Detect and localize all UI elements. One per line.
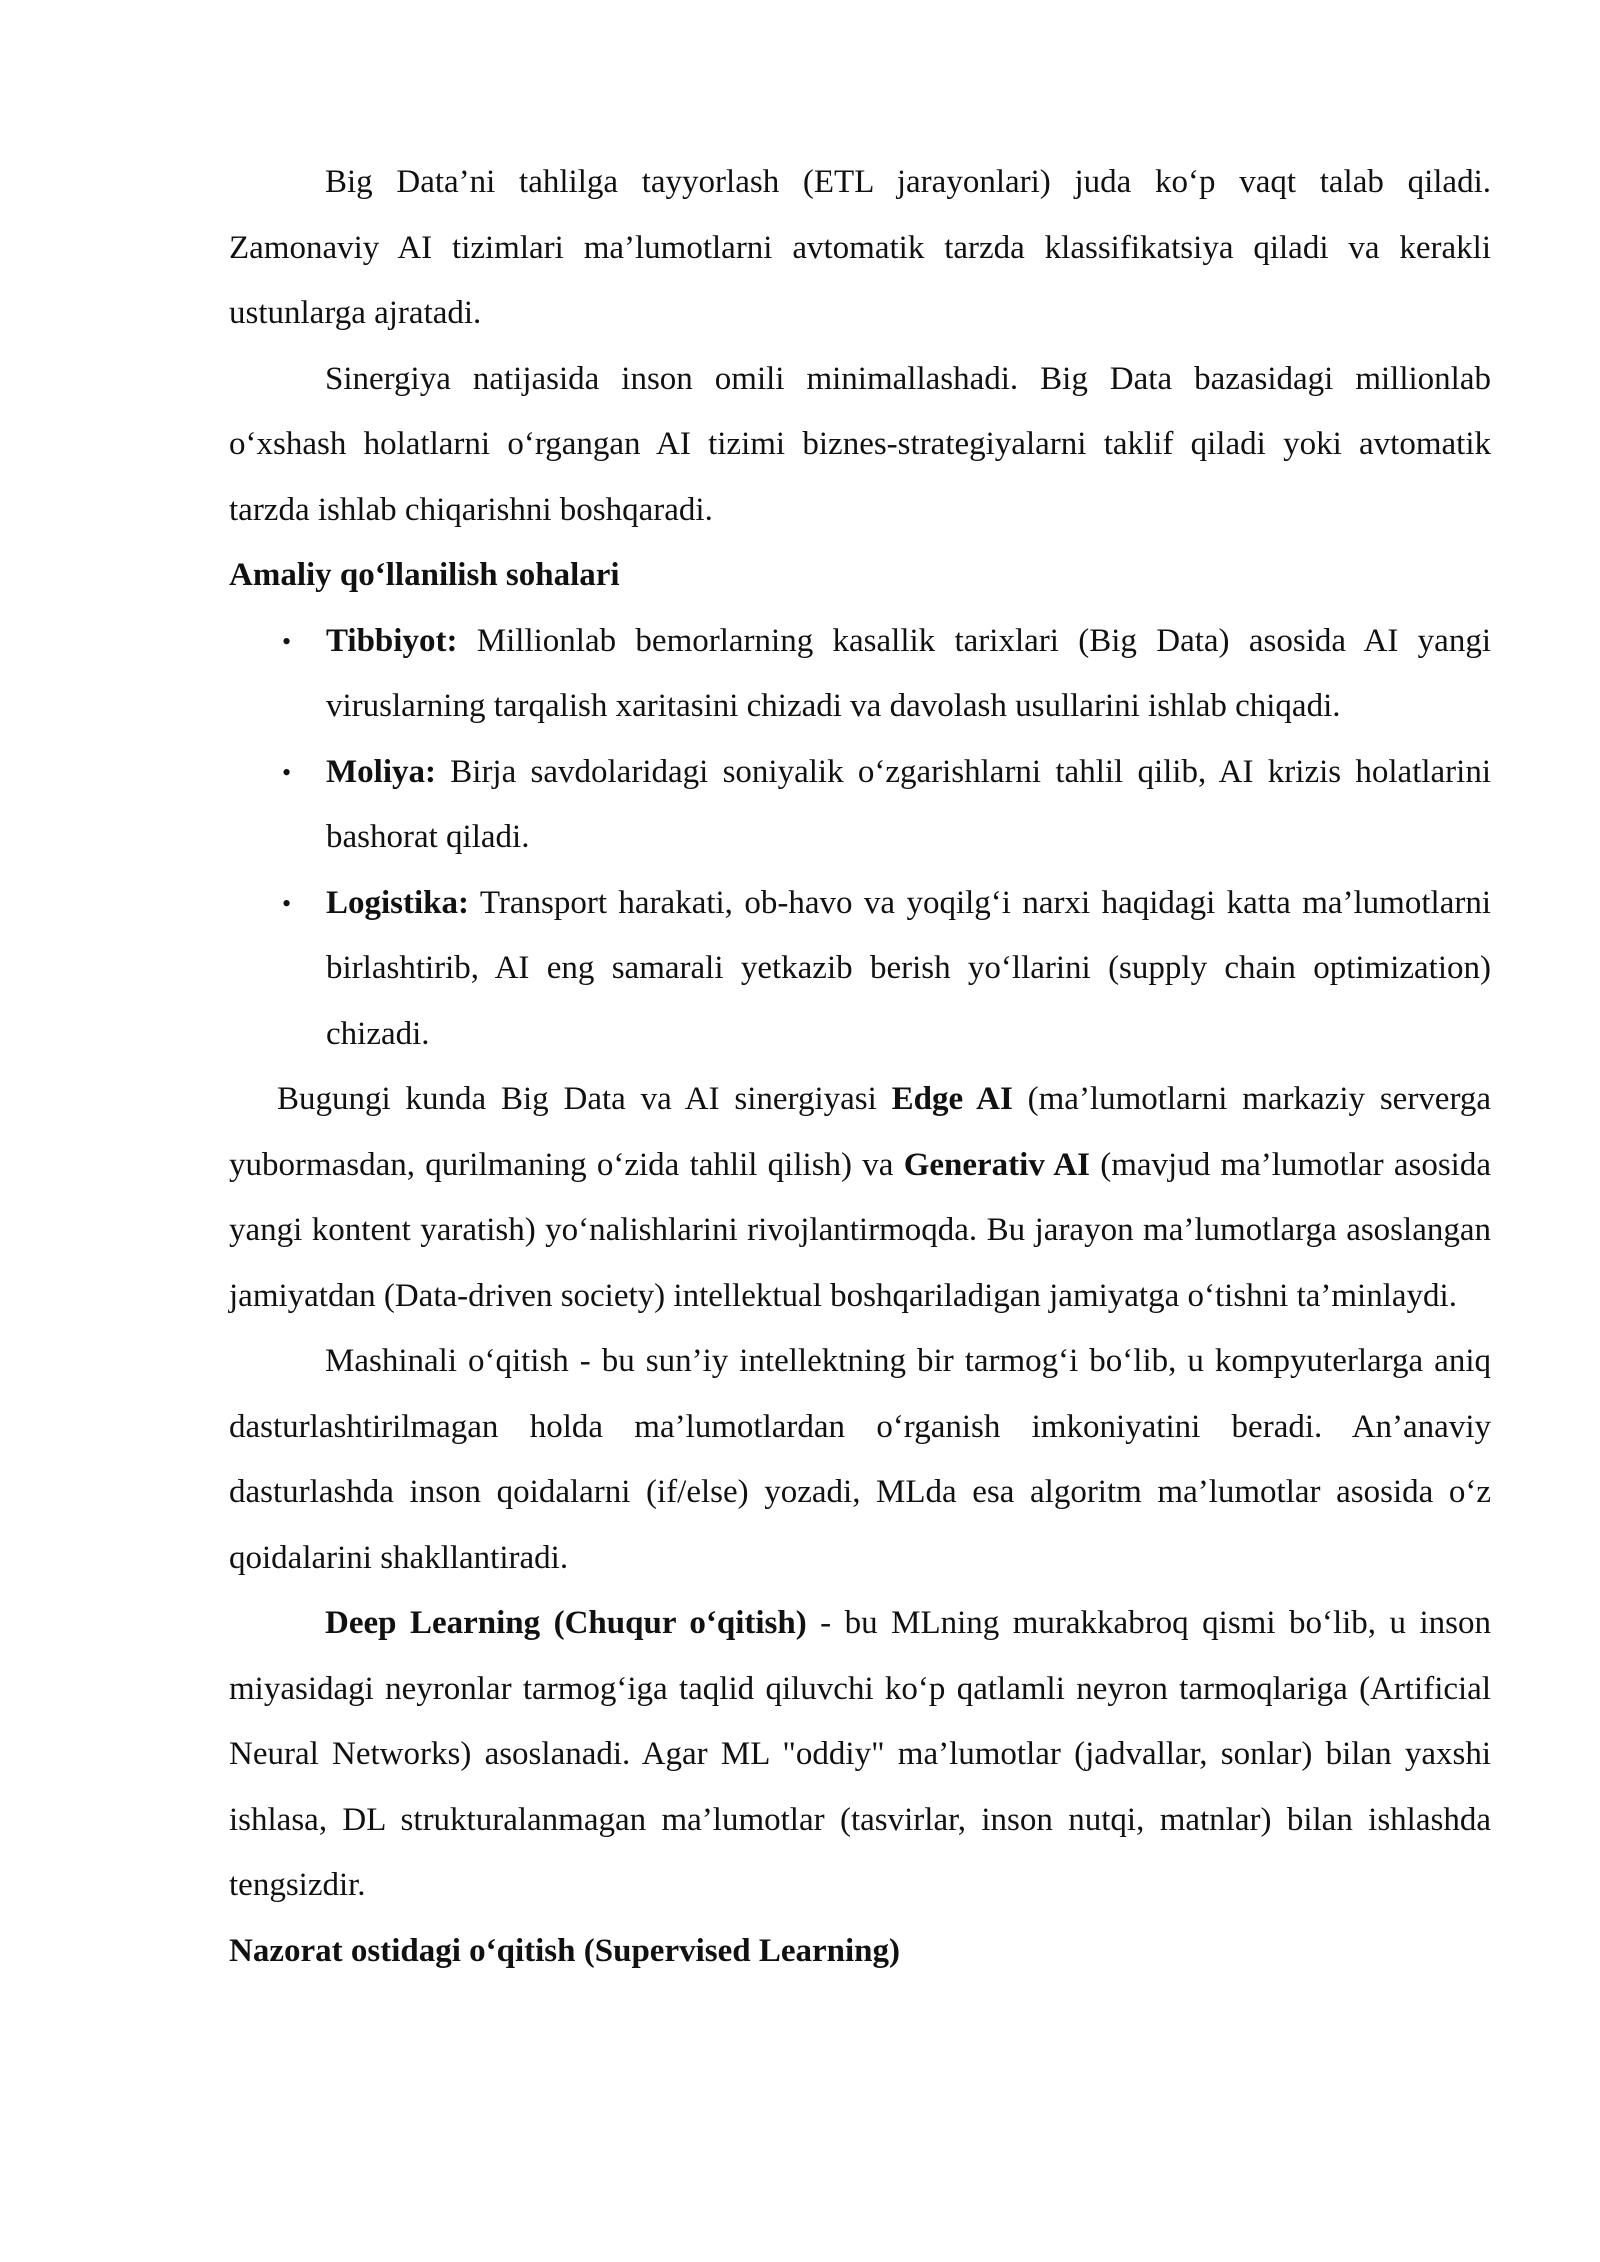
bullet-icon: • [282,626,292,656]
document-page [229,150,1491,1984]
paragraph-machine-learning: Mashinali o‘qitish - bu sun’iy intellektning bir tarmog‘i bo‘lib, u kompyuterlarga aniq dasturlashtirilmagan holda ma’lumotlardan o‘rganish imkoniyatini beradi. An’anaviy dasturlashda inson qoidalarni (if/else) yozadi, MLda esa algoritm ma’lumotlar asosida o‘z qoidalarini shakllantiradi. [229,1343,1491,1576]
heading-applications: Amaliy qo‘llanilish sohalari [229,557,620,593]
list-item-label: Logistika: [326,884,470,921]
paragraph-synergy: Sinergiya natijasida inson omili minimallashadi. Big Data bazasidagi millionlab o‘xshash holatlarni o‘rgangan AI tizimi biznes-strategiyalarni taklif qiladi yoki avtomatik tarzda ishlab chiqarishni boshqaradi. [229,360,1491,528]
text-span: Bugungi kunda Big Data va AI sinergiyasi [277,1081,892,1117]
list-item-logistics [229,871,1491,1068]
list-item-label: Moliya: [326,753,436,790]
text-span: (ma’lumotlarni markaziy serverga yubormasdan, qurilmaning o‘zida tahlil qilish) va [229,1081,1491,1183]
list-item-finance [229,740,1491,871]
list-item-label: Tibbiyot: [326,622,458,659]
list-item-text: Transport harakati, ob-havo va yoqilg‘i narxi haqidagi katta ma’lumotlarni birlashtirib, AI eng samarali yetkazib berish yo‘llarini (supply chain optimization) chizadi. [326,884,1491,1052]
term-edge-ai: Edge AI [891,1081,1013,1117]
applications-list [229,609,1491,1068]
list-item-medicine [229,609,1491,740]
paragraph-edge-generative [229,1067,1491,1329]
text-span: - bu MLning murakkabroq qismi bo‘lib, u inson miyasidagi neyronlar tarmog‘iga taqlid qiluvchi ko‘p qatlamli neyron tarmoqlariga (Artificial Neural Networks) asoslanadi. Agar ML "oddiy" ma’lumotlar (jadvallar, sonlar) bilan yaxshi ishlasa, DL strukturalanmagan ma’lumotlar (tasvirlar, inson nutqi, matnlar) bilan ishlashda tengsizdir. [229,1605,1491,1903]
text-span: (mavjud ma’lumotlar asosida yangi kontent yaratish) yo‘nalishlarini rivojlantirmoqda. Bu jarayon ma’lumotlarga asoslangan jamiyatdan (Data-driven society) intellektual boshqariladigan jamiyatga o‘tishni ta’minlaydi. [229,1146,1491,1314]
bullet-icon: • [282,757,292,787]
bullet-icon: • [282,888,292,918]
term-generative-ai: Generativ AI [903,1146,1090,1183]
paragraph-etl: Big Data’ni tahlilga tayyorlash (ETL jarayonlari) juda ko‘p vaqt talab qiladi. Zamonaviy AI tizimlari ma’lumotlarni avtomatik tarzda klassifikatsiya qiladi va kerakli ustunlarga ajratadi. [229,164,1491,331]
list-item-text: Millionlab bemorlarning kasallik tarixlari (Big Data) asosida AI yangi viruslarning tarqalish xaritasini chizadi va davolash usullarini ishlab chiqadi. [326,622,1491,724]
paragraph-deep-learning [229,1591,1491,1919]
list-item-text: Birja savdolaridagi soniyalik o‘zgarishlarni tahlil qilib, AI krizis holatlarini bashorat qiladi. [326,753,1491,855]
heading-supervised-learning: Nazorat ostidagi o‘qitish (Supervised Learning) [229,1932,901,1969]
term-deep-learning: Deep Learning (Chuqur o‘qitish) [325,1605,807,1641]
